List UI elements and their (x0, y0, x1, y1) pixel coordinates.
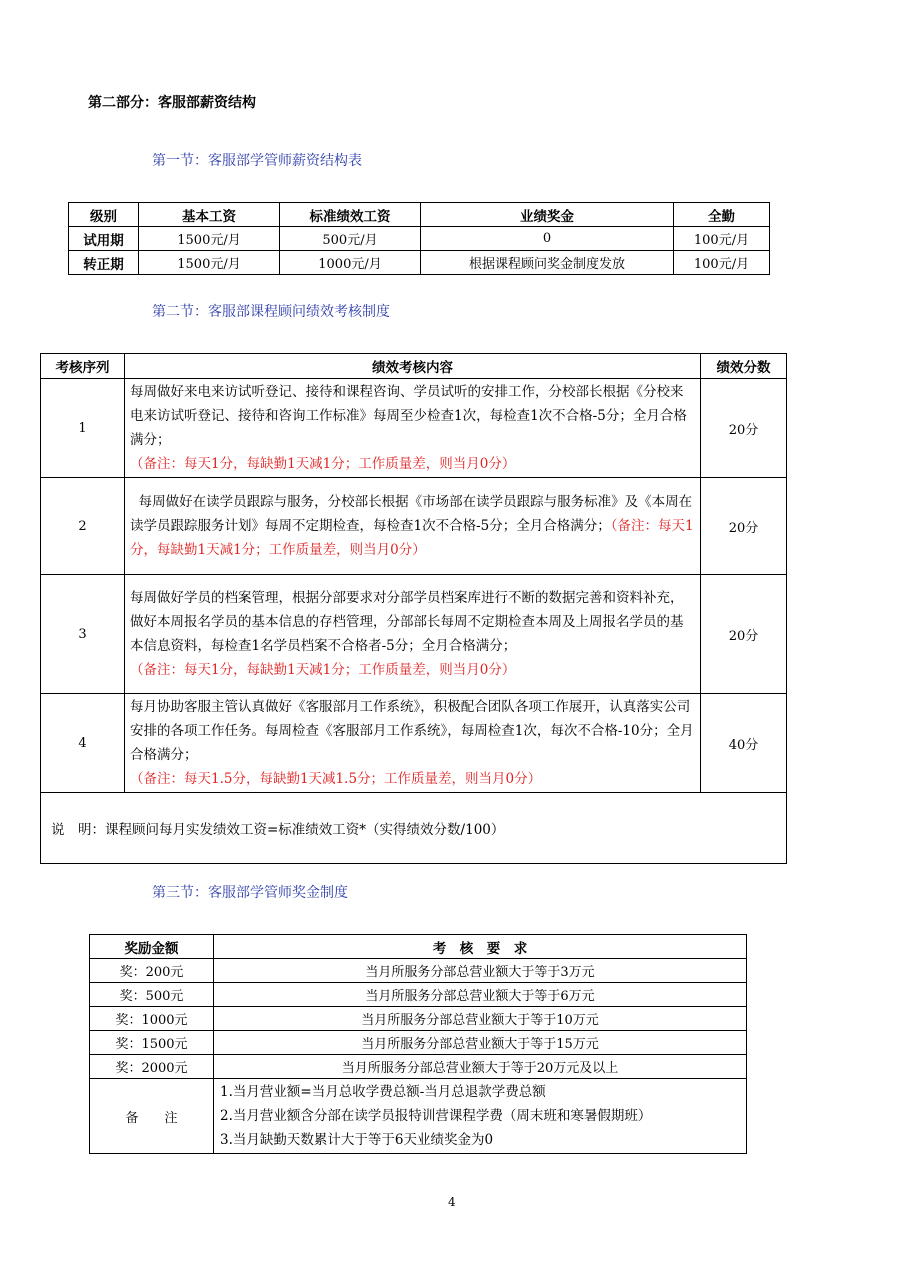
table-row (69, 251, 770, 275)
header-cell: 绩效分数 (701, 354, 787, 379)
remark-list-cell (214, 1079, 747, 1154)
bonus-amount-cell: 奖：1500元 (90, 1031, 214, 1055)
content-text: 每月协助客服主管认真做好《客服部月工作系统》，积极配合团队各项工作展开，认真落实公司安排的各项工作任务。每周检查《客服部月工作系统》，每周检查1次，每次不合格-10分；全月合格满分； (130, 699, 694, 763)
table-row (90, 983, 747, 1007)
bonus-amount-cell: 奖：2000元 (90, 1055, 214, 1079)
remark-item: 1.当月营业额=当月总收学费总额-当月总退款学费总额 (220, 1084, 546, 1100)
content-text: 每周做好在读学员跟踪与服务，分校部长根据《市场部在读学员跟踪与服务标准》及《本周在读学员跟踪服务计划》每周不定期检查，每检查1次不合格-5分；全月合格满分； (130, 494, 693, 534)
header-cell: 全勤 (674, 203, 770, 227)
table-row (41, 793, 787, 864)
requirement-cell: 当月所服务分部总营业额大于等于20万元及以上 (214, 1055, 747, 1079)
bonus-table (89, 934, 747, 1154)
table-cell: 1500元/月 (139, 251, 280, 275)
content-text: 每周做好来电来访试听登记、接待和课程咨询、学员试听的安排工作，分校部长根据《分校来电来访试听登记、接待和咨询工作标准》每周至少检查1次，每检查1次不合格-5分；全月合格满分； (130, 384, 687, 448)
note-text: （备注：每天1.5分，每缺勤1天减1.5分；工作质量差，则当月0分） (130, 771, 542, 787)
table-row (90, 1079, 747, 1154)
header-cell: 绩效考核内容 (125, 354, 701, 379)
seq-cell: 2 (41, 478, 125, 575)
seq-cell: 1 (41, 379, 125, 478)
requirement-cell: 当月所服务分部总营业额大于等于6万元 (214, 983, 747, 1007)
table-cell: 100元/月 (674, 227, 770, 251)
table-cell: 1000元/月 (280, 251, 421, 275)
table-header-row (69, 203, 770, 227)
table-cell: 根据课程顾问奖金制度发放 (421, 251, 674, 275)
header-cell: 基本工资 (139, 203, 280, 227)
page-number: 4 (448, 1195, 456, 1209)
performance-table (40, 353, 787, 864)
bonus-amount-cell: 奖：500元 (90, 983, 214, 1007)
section2-title: 第二节：客服部课程顾问绩效考核制度 (152, 304, 390, 320)
content-cell (125, 694, 701, 793)
content-text: 每周做好学员的档案管理，根据分部要求对分部学员档案库进行不断的数据完善和资料补充，做好本周报名学员的基本信息的存档管理，分部部长每周不定期检查本周及上周报名学员的基本信息资料，每检查1名学员档案不合格者-5分；全月合格满分； (130, 590, 684, 654)
remark-label-cell: 备 注 (90, 1079, 214, 1154)
table-header-row (90, 935, 747, 959)
requirement-cell: 当月所服务分部总营业额大于等于3万元 (214, 959, 747, 983)
seq-cell: 4 (41, 694, 125, 793)
header-cell: 奖励金额 (90, 935, 214, 959)
score-cell: 20分 (701, 478, 787, 575)
table-cell: 500元/月 (280, 227, 421, 251)
table-row (90, 1007, 747, 1031)
header-cell: 考 核 要 求 (214, 935, 747, 959)
remark-item: 2.当月营业额含分部在读学员报特训营课程学费（周末班和寒暑假期班） (220, 1108, 652, 1124)
score-cell: 40分 (701, 694, 787, 793)
level-cell: 转正期 (69, 251, 139, 275)
explanation-cell: 说 明：课程顾问每月实发绩效工资=标准绩效工资*（实得绩效分数/100） (41, 793, 787, 864)
content-cell (125, 478, 701, 575)
table-row (41, 478, 787, 575)
table-row (90, 1031, 747, 1055)
score-cell: 20分 (701, 575, 787, 694)
table-cell: 0 (421, 227, 674, 251)
table-row (41, 575, 787, 694)
header-cell: 业绩奖金 (421, 203, 674, 227)
requirement-cell: 当月所服务分部总营业额大于等于15万元 (214, 1031, 747, 1055)
score-cell: 20分 (701, 379, 787, 478)
section3-title: 第三节：客服部学管师奖金制度 (152, 885, 348, 901)
table-cell: 1500元/月 (139, 227, 280, 251)
table-cell: 100元/月 (674, 251, 770, 275)
table-header-row (41, 354, 787, 379)
header-cell: 标准绩效工资 (280, 203, 421, 227)
table-row (90, 1055, 747, 1079)
note-text: （备注：每天1分，每缺勤1天减1分；工作质量差，则当月0分） (130, 662, 516, 678)
level-cell: 试用期 (69, 227, 139, 251)
part-title: 第二部分：客服部薪资结构 (88, 95, 256, 111)
section1-title: 第一节：客服部学管师薪资结构表 (152, 153, 362, 169)
bonus-amount-cell: 奖：1000元 (90, 1007, 214, 1031)
content-cell (125, 575, 701, 694)
content-cell (125, 379, 701, 478)
note-text: （备注：每天1分，每缺勤1天减1分；工作质量差，则当月0分） (130, 456, 516, 472)
table-row (90, 959, 747, 983)
table-row (69, 227, 770, 251)
bonus-amount-cell: 奖：200元 (90, 959, 214, 983)
table-row (41, 694, 787, 793)
seq-cell: 3 (41, 575, 125, 694)
table-row (41, 379, 787, 478)
note-text: （备注：每天1分，每缺勤1天减1分；工作质量差，则当月0分） (130, 518, 694, 558)
requirement-cell: 当月所服务分部总营业额大于等于10万元 (214, 1007, 747, 1031)
header-cell: 考核序列 (41, 354, 125, 379)
remark-item: 3.当月缺勤天数累计大于等于6天业绩奖金为0 (220, 1132, 494, 1148)
header-cell: 级别 (69, 203, 139, 227)
salary-structure-table (68, 202, 770, 275)
